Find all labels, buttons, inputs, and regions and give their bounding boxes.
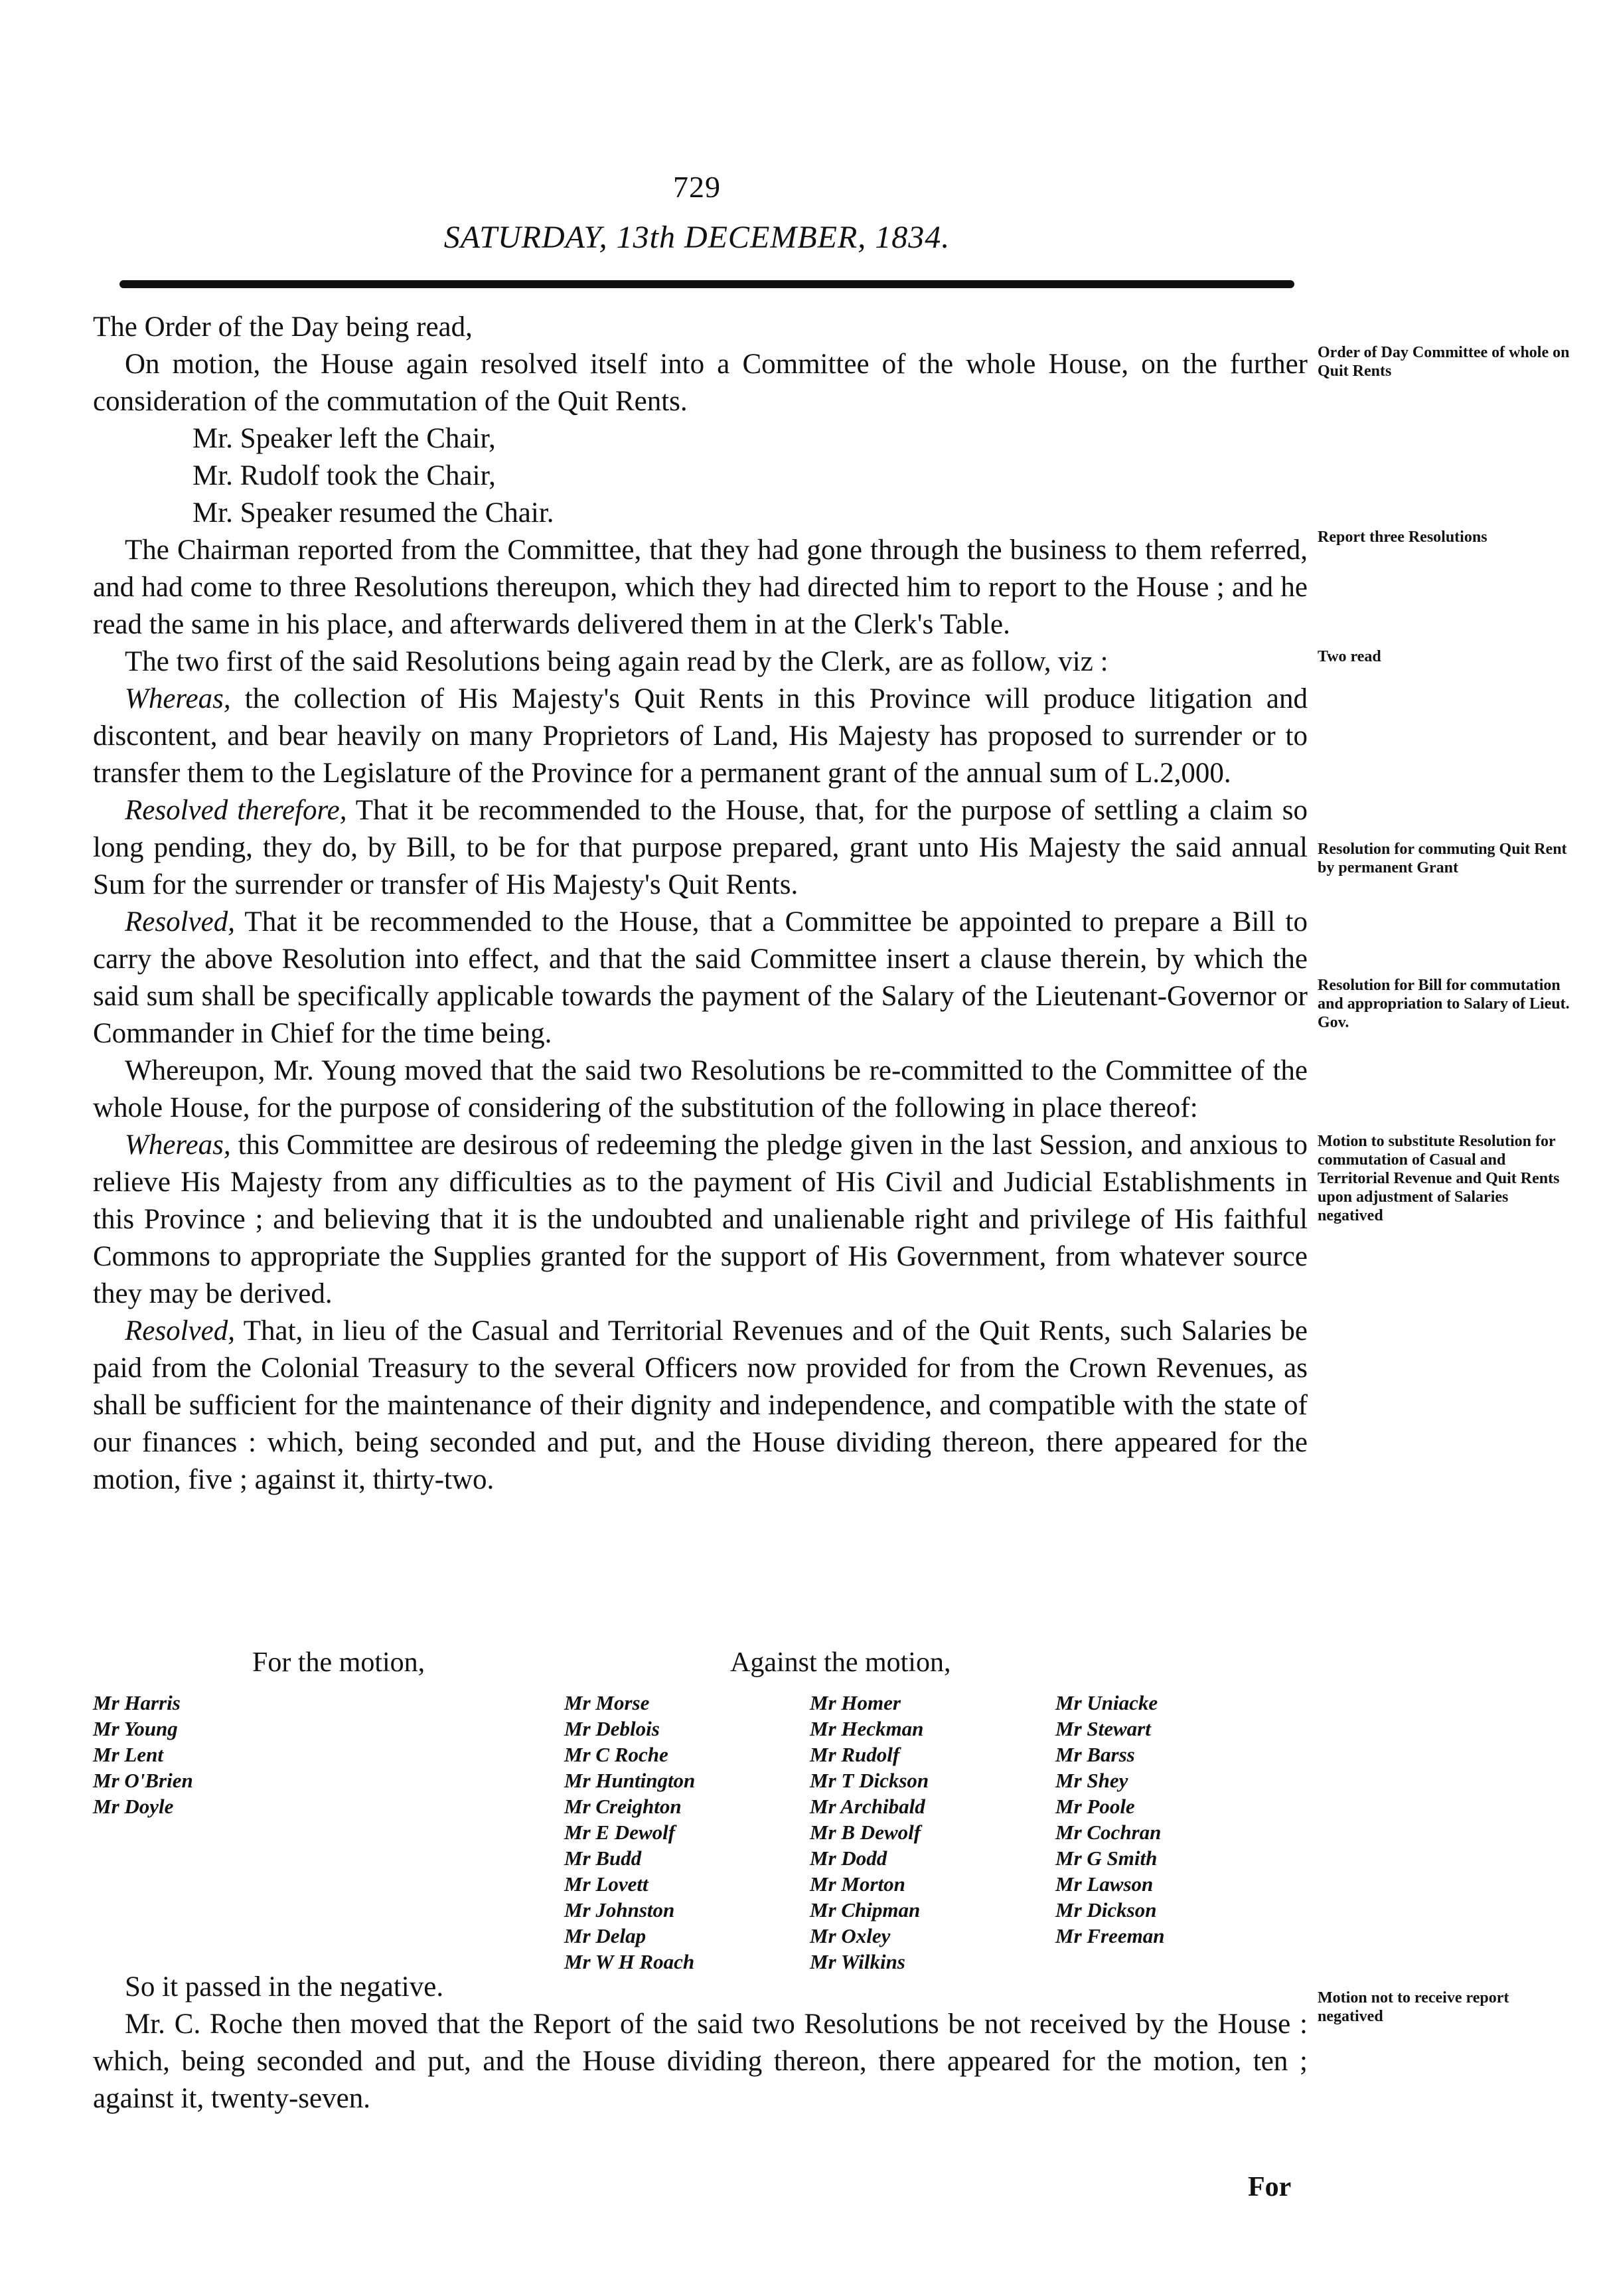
list-item: Mr T Dickson — [810, 1769, 929, 1792]
margin-note: Report three Resolutions — [1318, 529, 1487, 546]
page-number: 729 — [673, 170, 721, 204]
list-item: Mr Lawson — [1055, 1872, 1154, 1896]
resolved-lead: Resolved, — [125, 1315, 235, 1347]
paragraph-roche-motion: Mr. C. Roche then moved that the Report of the said two Resolutions be not received by the House : which, being seconded and put, and the House dividing thereon, there appeared for the motion, ten ; against it, twenty-seven. — [93, 2009, 1308, 2114]
margin-note: Two read — [1318, 648, 1381, 665]
heading-rule — [119, 280, 1294, 288]
list-item: Mr B Dewolf — [810, 1821, 921, 1844]
list-item: Mr Harris — [93, 1691, 181, 1714]
list-item: Mr E Dewolf — [564, 1821, 676, 1844]
list-item: Mr Wilkins — [810, 1950, 905, 1973]
against-list-col3 — [1055, 1690, 1165, 1949]
list-item: Mr Poole — [1055, 1795, 1135, 1818]
against-list-col1 — [564, 1690, 695, 1975]
paragraph-order-of-day: The Order of the Day being read, — [93, 311, 473, 343]
list-item: Mr Heckman — [810, 1717, 924, 1740]
resolved-lead: Resolved, — [125, 906, 235, 938]
list-item: Mr Uniacke — [1055, 1691, 1158, 1714]
catchword: For — [1248, 2172, 1292, 2202]
list-item: Mr G Smith — [1055, 1846, 1158, 1870]
whereas-lead: Whereas, — [125, 1129, 231, 1161]
resolved-text: That, in lieu of the Casual and Territorial Revenues and of the Quit Rents, such Salaries be paid from the Colonial Treasury to the several Officers now provided for from the Crown Revenues, as shall be sufficient for the maintenance of their dignity and independence, and compatible with the state of our finances : which, being seconded and put, and the House dividing thereon, there appeared for the motion, five ; against it, thirty-two. — [93, 1315, 1308, 1495]
whereas-lead: Whereas, — [125, 683, 231, 714]
list-item: Mr Huntington — [564, 1769, 696, 1792]
list-item: Mr W H Roach — [564, 1950, 695, 1973]
list-item: Mr Morse — [564, 1691, 650, 1714]
list-item: Mr Archibald — [810, 1795, 925, 1818]
for-motion-heading: For the motion, — [252, 1647, 425, 1678]
list-item: Mr Oxley — [810, 1924, 891, 1947]
margin-note: Motion to substitute Resolution for commutation of Casual and Territorial Revenue and Quit Rents upon adjustment of Salaries negatived — [1318, 1133, 1560, 1224]
list-item: Mr Budd — [564, 1846, 642, 1870]
paragraph-passed-negative: So it passed in the negative. — [125, 1971, 444, 2003]
paragraph-rudolf-chair: Mr. Rudolf took the Chair, — [192, 460, 496, 491]
list-item: Mr Young — [93, 1717, 178, 1740]
whereas-text: this Committee are desirous of redeeming the pledge given in the last Session, and anxious to relieve His Majesty from any difficulties as to the payment of His Civil and Judicial Establishments in this Province ; and believing that it is the undoubted and unalienable right and privilege of His faithful Commons to appropriate the Supplies granted for the support of His Government, from whatever source they may be derived. — [93, 1129, 1308, 1309]
journal-body — [93, 309, 1308, 1499]
against-motion-heading: Against the motion, — [730, 1647, 951, 1678]
list-item: Mr Chipman — [810, 1898, 921, 1922]
margin-note: Order of Day Committee of whole on Quit Rents — [1318, 344, 1570, 380]
paragraph-resolved-bill — [93, 904, 1308, 1052]
list-item: Mr Doyle — [93, 1795, 174, 1818]
list-item: Mr Barss — [1055, 1743, 1135, 1766]
list-item: Mr Homer — [810, 1691, 901, 1714]
paragraph-whereas-2 — [93, 1127, 1308, 1313]
paragraph-resolved-salaries — [93, 1313, 1308, 1499]
for-list — [93, 1690, 193, 1819]
list-item: Mr Cochran — [1055, 1821, 1162, 1844]
paragraph-whereas-1 — [93, 681, 1308, 792]
paragraph-chairman-report: The Chairman reported from the Committee, that they had gone through the business to them referred, and had come to three Resolutions thereupon, which they had directed him to report to the House ; and he read the same in his place, and afterwards delivered them in at the Clerk's Table. — [93, 534, 1308, 640]
margin-note: Resolution for commuting Quit Rent by permanent Grant — [1318, 841, 1567, 876]
closing-paragraphs — [93, 1969, 1308, 2117]
list-item: Mr O'Brien — [93, 1769, 193, 1792]
against-list-col2 — [810, 1690, 929, 1975]
date-heading: SATURDAY, 13th DECEMBER, 1834. — [443, 220, 951, 255]
paragraph-speaker-left: Mr. Speaker left the Chair, — [192, 423, 496, 454]
list-item: Mr Lovett — [564, 1872, 648, 1896]
list-item: Mr Johnston — [564, 1898, 675, 1922]
list-item: Mr Dodd — [810, 1846, 887, 1870]
resolved-text: That it be recommended to the House, that, for the purpose of settling a claim so long pending, they do, by Bill, to be for that purpose prepared, grant unto His Majesty the said annual Sum for the surrender or transfer of His Majesty's Quit Rents. — [93, 795, 1308, 900]
paragraph-young-motion: Whereupon, Mr. Young moved that the said two Resolutions be re-committed to the Committee of the whole House, for the purpose of considering of the substitution of the following in place thereof: — [93, 1055, 1308, 1123]
margin-note: Resolution for Bill for commutation and appropriation to Salary of Lieut. Gov. — [1318, 977, 1570, 1031]
list-item: Mr Stewart — [1055, 1717, 1151, 1740]
paragraph-motion-committee: On motion, the House again resolved itself into a Committee of the whole House, on the further consideration of the commutation of the Quit Rents. — [93, 349, 1308, 417]
list-item: Mr Deblois — [564, 1717, 660, 1740]
paragraph-resolved-therefore — [93, 792, 1308, 904]
list-item: Mr Delap — [564, 1924, 647, 1947]
list-item: Mr C Roche — [564, 1743, 668, 1766]
paragraph-resolutions-read: The two first of the said Resolutions being again read by the Clerk, are as follow, viz : — [125, 646, 1108, 677]
list-item: Mr Rudolf — [810, 1743, 900, 1766]
margin-note: Motion not to receive report negatived — [1318, 1989, 1509, 2025]
resolved-text: That it be recommended to the House, that a Committee be appointed to prepare a Bill to carry the above Resolution into effect, and that the said Committee insert a clause therein, by which the said sum shall be specifically applicable towards the payment of the Salary of the Lieutenant-Governor or Commander in Chief for the time being. — [93, 906, 1308, 1049]
resolved-lead: Resolved therefore, — [125, 795, 347, 826]
list-item: Mr Creighton — [564, 1795, 682, 1818]
paragraph-speaker-resumed: Mr. Speaker resumed the Chair. — [192, 497, 554, 529]
list-item: Mr Shey — [1055, 1769, 1128, 1792]
list-item: Mr Lent — [93, 1743, 163, 1766]
list-item: Mr Morton — [810, 1872, 905, 1896]
whereas-text: the collection of His Majesty's Quit Rents in this Province will produce litigation and discontent, and bear heavily on many Proprietors of Land, His Majesty has proposed to surrender or to transfer them to the Legislature of the Province for a permanent grant of the annual sum of L.2,000. — [93, 683, 1308, 789]
list-item: Mr Freeman — [1055, 1924, 1165, 1947]
list-item: Mr Dickson — [1055, 1898, 1157, 1922]
